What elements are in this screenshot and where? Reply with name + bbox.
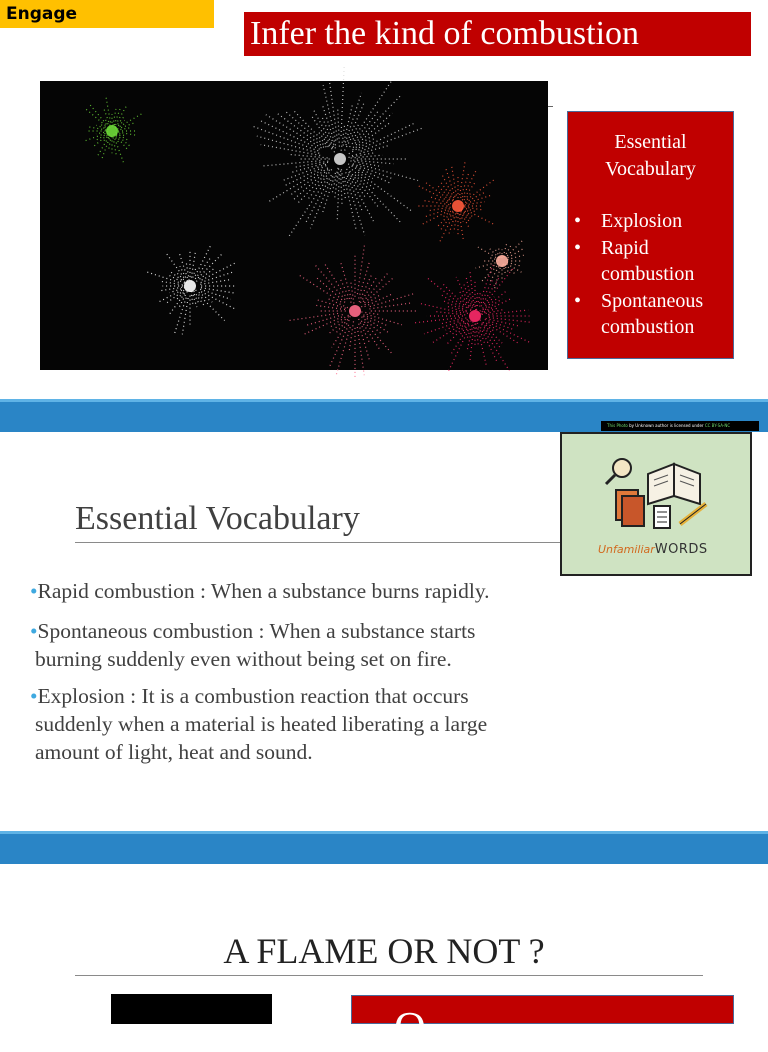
definition-text: Spontaneous combustion : When a substance starts <box>37 619 476 643</box>
definition-text: Rapid combustion : When a substance burns rapidly. <box>37 579 490 603</box>
photo-credit <box>601 421 759 431</box>
slide-title: Infer the kind of combustion <box>244 12 751 56</box>
vocabulary-item: • Spontaneous combustion <box>568 288 733 341</box>
question-text: Q <box>394 1003 426 1052</box>
vocabulary-heading: Essential Vocabulary <box>605 131 696 180</box>
bullet: • <box>30 619 38 643</box>
vocabulary-list <box>568 208 733 341</box>
caption-word-words: WORDS <box>654 542 708 557</box>
firework-core <box>469 310 481 322</box>
fireworks-photo <box>40 81 548 370</box>
definition-text: amount of light, heat and sound. <box>35 740 313 764</box>
definition-text: burning suddenly even without being set on fire. <box>35 647 452 671</box>
unfamiliar-words-image <box>560 432 752 576</box>
firework-core <box>452 200 464 212</box>
section-title: Essential Vocabulary <box>75 500 360 537</box>
vocabulary-item: • Rapid combustion <box>568 235 733 288</box>
photo-link[interactable]: This Photo <box>607 423 628 428</box>
bullet: • <box>30 579 38 603</box>
vocabulary-item: • Explosion <box>568 208 733 235</box>
video-placeholder <box>111 994 272 1024</box>
credit-text: by Unknown author is licensed under <box>627 423 705 428</box>
definition-explosion <box>30 682 590 766</box>
slide-separator-band <box>0 834 768 864</box>
firework-core <box>184 280 196 292</box>
divider <box>548 106 553 107</box>
license-link[interactable]: CC BY-SA-NC <box>704 423 731 428</box>
fireworks-illustration <box>40 81 548 370</box>
image-caption <box>598 538 708 557</box>
firework-core <box>334 153 346 165</box>
definition-spontaneous-combustion <box>30 617 590 673</box>
vocabulary-box <box>567 111 734 359</box>
slide-title: A FLAME OR NOT ? <box>223 931 545 971</box>
definition-text: suddenly when a material is heated liberating a large <box>35 712 488 736</box>
firework-core <box>496 255 508 267</box>
engage-tag: Engage <box>0 0 214 28</box>
bullet: • <box>30 684 38 708</box>
title-underline <box>75 542 560 543</box>
title-underline <box>75 975 703 976</box>
question-box <box>351 995 734 1052</box>
firework-core <box>349 305 361 317</box>
caption-word-unfamiliar: Unfamiliar <box>598 543 655 556</box>
definition-text: Explosion : It is a combustion reaction that occurs <box>37 684 469 708</box>
firework-core <box>106 125 118 137</box>
definition-rapid-combustion <box>30 577 590 605</box>
